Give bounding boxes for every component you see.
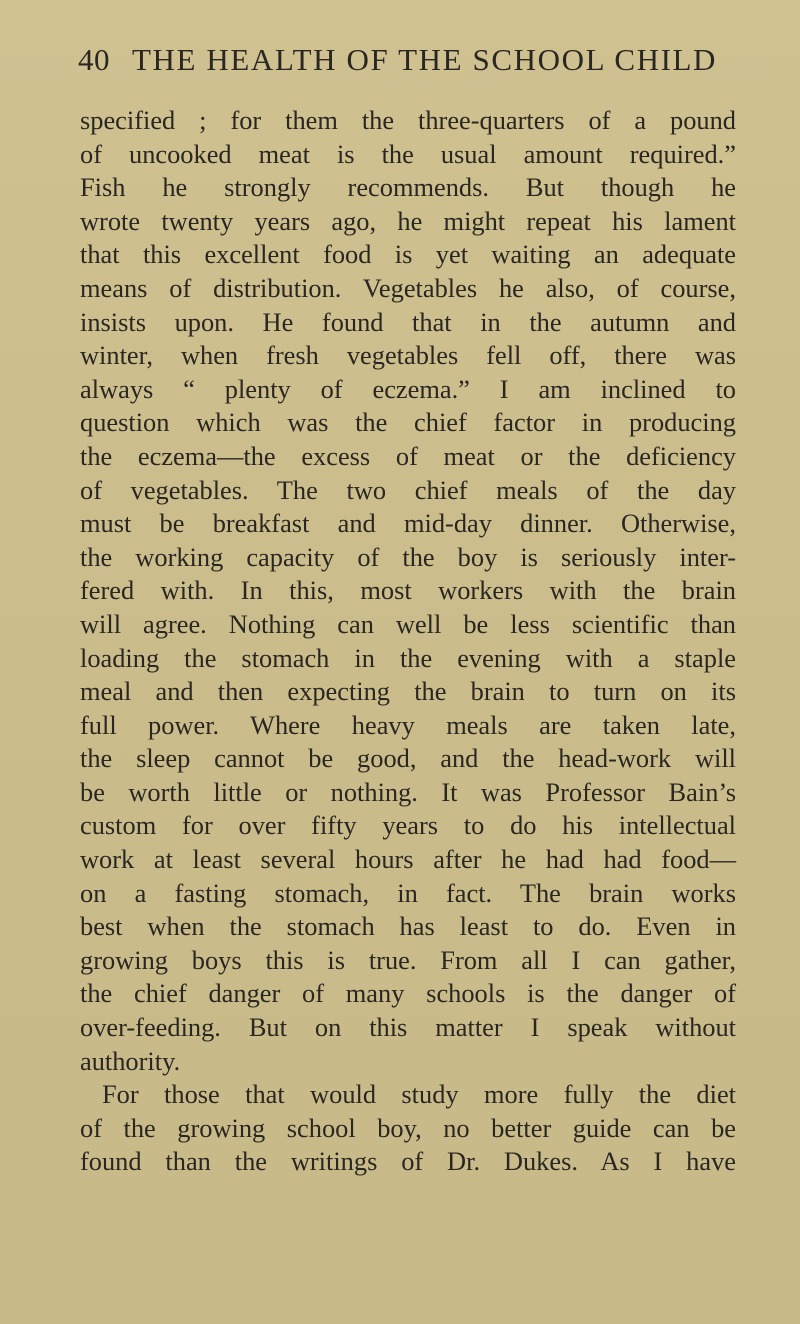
text-line: authority. <box>80 1045 181 1076</box>
page-header <box>78 42 738 86</box>
text-line: For those that would study more fully the diet <box>102 1079 736 1110</box>
text-line: insists upon. He found that in the autumn and <box>80 306 736 337</box>
text-line: custom for over fifty years to do his intellectual <box>80 810 736 841</box>
text-line: be worth little or nothing. It was Professor Bain’s <box>80 776 736 807</box>
text-line: found than the writings of Dr. Dukes. As I have <box>80 1146 736 1177</box>
running-title: THE HEALTH OF THE SCHOOL CHILD <box>132 42 718 77</box>
text-line: always “ plenty of eczema.” I am inclined to <box>80 373 736 404</box>
text-line: means of distribution. Vegetables he also, of course, <box>80 272 736 303</box>
text-line: of uncooked meat is the usual amount required.” <box>80 138 736 169</box>
text-line: the eczema—the excess of meat or the deficiency <box>80 440 736 471</box>
text-line: meal and then expecting the brain to turn on its <box>80 676 736 707</box>
text-line: best when the stomach has least to do. Even in <box>80 911 736 942</box>
text-line: of the growing school boy, no better guide can be <box>80 1112 736 1143</box>
text-line: on a fasting stomach, in fact. The brain works <box>80 877 736 908</box>
text-line: growing boys this is true. From all I can gather, <box>80 944 736 975</box>
text-line: wrote twenty years ago, he might repeat his lament <box>80 205 736 236</box>
text-line: over-feeding. But on this matter I speak without <box>80 1012 736 1043</box>
text-line: work at least several hours after he had had food— <box>80 844 736 875</box>
text-line: fered with. In this, most workers with the brain <box>80 575 736 606</box>
text-line: that this excellent food is yet waiting an adequate <box>80 239 736 270</box>
text-line: winter, when fresh vegetables fell off, there was <box>80 340 736 371</box>
paragraph-1 <box>80 104 736 1078</box>
text-line: specified ; for them the three-quarters of a pound <box>80 105 736 135</box>
text-line: loading the stomach in the evening with a staple <box>80 642 736 673</box>
body-text <box>80 104 736 1179</box>
paragraph-2 <box>80 1078 736 1179</box>
text-line: of vegetables. The two chief meals of the day <box>80 474 736 505</box>
text-line: the chief danger of many schools is the danger of <box>80 978 736 1009</box>
text-line: the working capacity of the boy is seriously inter- <box>80 541 736 572</box>
page-number: 40 <box>78 42 110 77</box>
text-line: will agree. Nothing can well be less scientific than <box>80 608 736 639</box>
text-line: full power. Where heavy meals are taken late, <box>80 709 736 740</box>
text-line: must be breakfast and mid-day dinner. Otherwise, <box>80 508 736 539</box>
text-line: the sleep cannot be good, and the head-work will <box>80 743 736 774</box>
text-line: Fish he strongly recommends. But though he <box>80 172 736 203</box>
text-line: question which was the chief factor in producing <box>80 407 736 438</box>
